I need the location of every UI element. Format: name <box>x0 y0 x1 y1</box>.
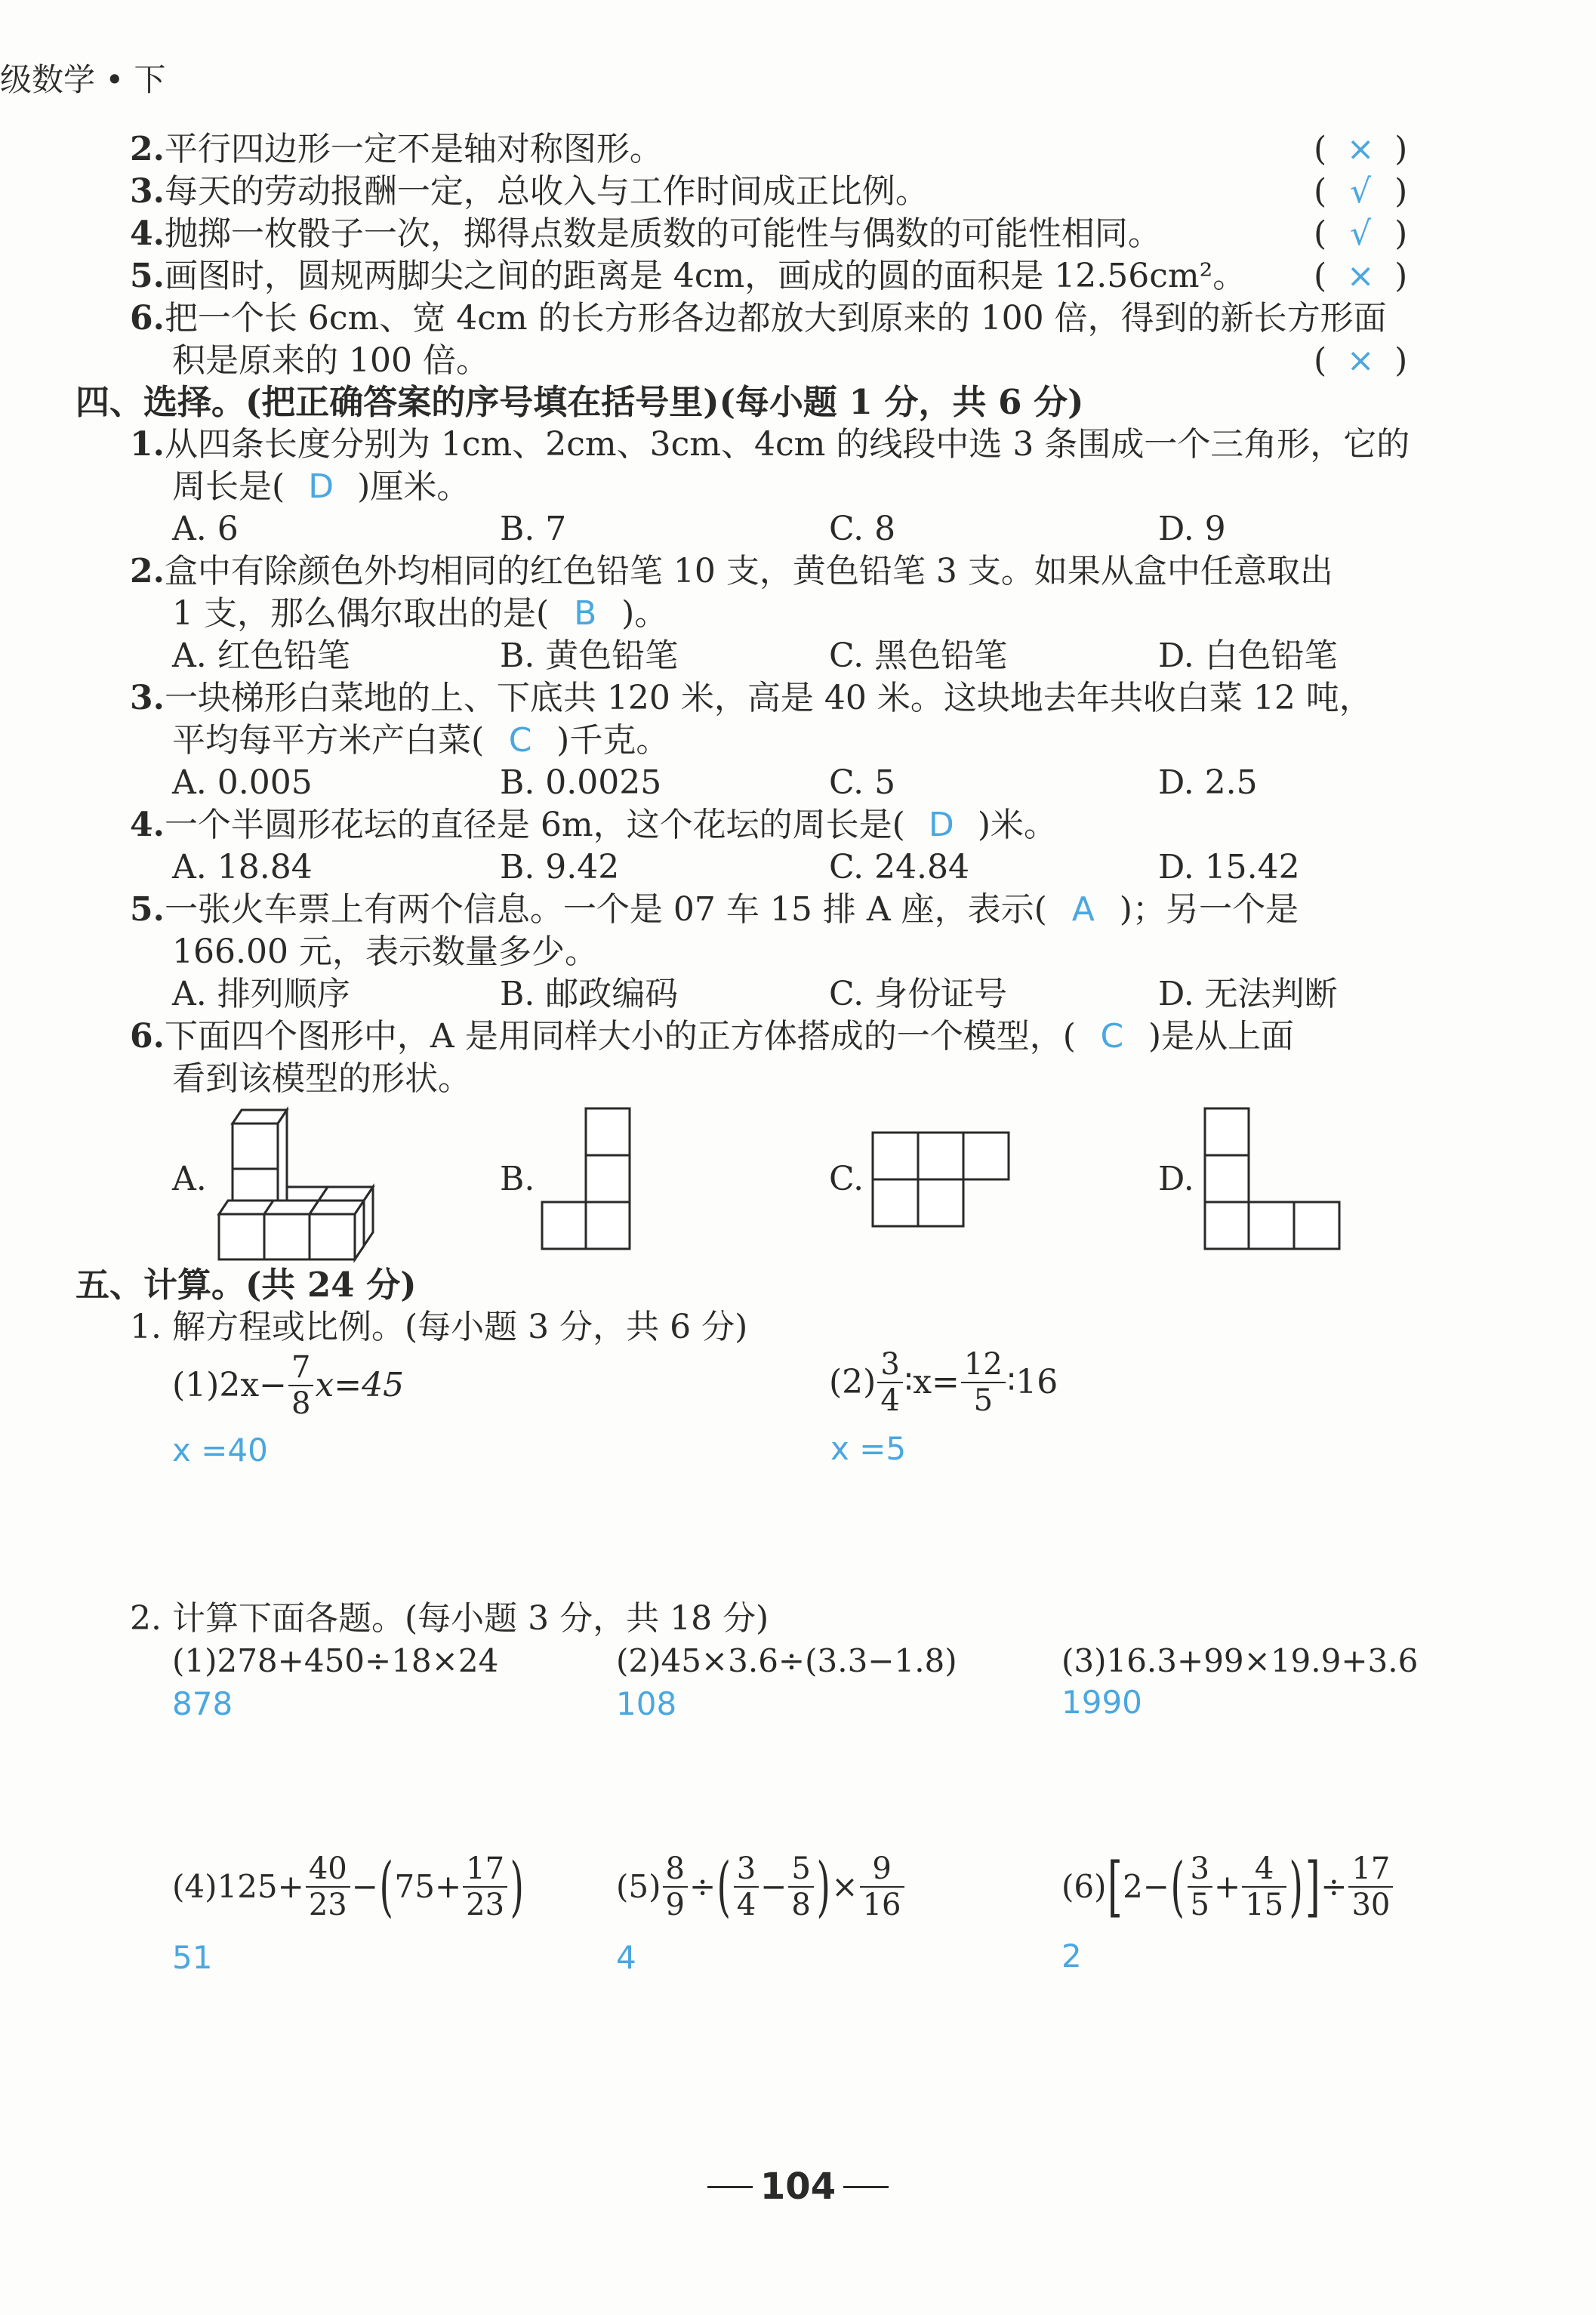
option-c: C. 8 <box>829 510 896 548</box>
judge-answer-5: ( × ) <box>1314 257 1408 295</box>
judge-item-5: 5.画图时，圆规两脚尖之间的距离是 4cm，画成的圆的面积是 12.56cm²。 <box>130 257 1246 295</box>
option-c: C. 黑色铅笔 <box>829 637 1008 675</box>
figure-a-cube-model <box>211 1102 393 1268</box>
equation-1: (1) 2x− $\frac{7}{8}$ x=45 <box>172 1350 405 1421</box>
calc-expr-2: (2)45×3.6÷(3.3−1.8) <box>616 1642 957 1679</box>
running-title: 级数学 • 下 <box>0 61 166 98</box>
option-a: A. 红色铅笔 <box>172 637 350 675</box>
option-c: C. 5 <box>829 763 896 802</box>
option-c: C. 身份证号 <box>829 975 1008 1013</box>
equation-1-answer: x =40 <box>172 1432 268 1469</box>
option-d: D. 白色铅笔 <box>1158 637 1338 675</box>
option-d: D. 无法判断 <box>1158 975 1338 1013</box>
figure-c-grid <box>870 1130 1016 1231</box>
calc-expr-4: (4)125+ $\frac{40}{23}$ − ( 75+ $\frac{17}{23}$ ) <box>172 1849 525 1925</box>
footer-rule-right <box>843 2186 889 2188</box>
calc-answer-5: 4 <box>616 1939 636 1976</box>
equation-2-answer: x =5 <box>830 1430 907 1467</box>
calc-answer-2: 108 <box>616 1685 677 1722</box>
figure-a-label: A. <box>172 1160 207 1198</box>
choice-answer: D <box>928 806 954 844</box>
option-b: B. 0.0025 <box>500 763 662 802</box>
judge-item-2: 2.平行四边形一定不是轴对称图形。 <box>130 130 663 168</box>
judge-item-4: 4.抛掷一枚骰子一次，掷得点数是质数的可能性与偶数的可能性相同。 <box>130 214 1161 253</box>
choice-answer: A <box>1071 890 1095 929</box>
calc-part2-heading: 2. 计算下面各题。(每小题 3 分，共 18 分) <box>130 1599 769 1638</box>
judge-answer-2: ( × ) <box>1314 130 1408 168</box>
option-d: D. 2.5 <box>1158 763 1258 802</box>
choice-answer: B <box>574 594 597 633</box>
option-c: C. 24.84 <box>829 848 970 886</box>
calc-expr-1: (1)278+450÷18×24 <box>172 1642 499 1679</box>
option-b: B. 黄色铅笔 <box>500 637 679 675</box>
calc-answer-4: 51 <box>172 1939 213 1976</box>
judge-item-6-line2: 积是原来的 100 倍。 <box>172 341 489 380</box>
option-a: A. 排列顺序 <box>172 975 350 1013</box>
figure-d-label: D. <box>1158 1160 1194 1198</box>
option-a: A. 18.84 <box>172 848 313 886</box>
calc-part1-heading: 1. 解方程或比例。(每小题 3 分，共 6 分) <box>130 1308 748 1346</box>
section-calc-title: 五、计算。(共 24 分) <box>75 1265 417 1305</box>
option-b: B. 7 <box>500 510 567 548</box>
judge-answer-3: ( √ ) <box>1314 172 1408 211</box>
option-b: B. 9.42 <box>500 848 620 886</box>
judge-answer-6: ( × ) <box>1314 341 1408 380</box>
choice-answer: C <box>508 721 532 760</box>
option-a: A. 0.005 <box>172 763 313 802</box>
calc-expr-5: (5) $\frac{8}{9}$ ÷ ( $\frac{3}{4}$ − $\frac{5}{8}$ ) × $\frac{9}{16}$ <box>616 1851 906 1922</box>
option-d: D. 15.42 <box>1158 848 1300 886</box>
judge-answer-4: ( √ ) <box>1314 214 1408 253</box>
judge-item-6: 6.把一个长 6cm、宽 4cm 的长方形各边都放大到原来的 100 倍，得到的新长方形面 <box>130 299 1387 338</box>
calc-answer-6: 2 <box>1061 1937 1082 1974</box>
section-choice-title: 四、选择。(把正确答案的序号填在括号里)(每小题 1 分，共 6 分) <box>75 382 1084 422</box>
equation-2: (2) $\frac{3}{4}$ ∶x= $\frac{12}{5}$ ∶16 <box>829 1347 1058 1418</box>
choice-answer: C <box>1100 1017 1124 1056</box>
option-b: B. 邮政编码 <box>500 975 679 1013</box>
calc-expr-6: (6) [ 2− ( $\frac{3}{5}$ + $\frac{4}{15}$ ) ] ÷ $\frac{17}{30}$ <box>1061 1851 1394 1922</box>
figure-c-label: C. <box>829 1160 864 1198</box>
calc-answer-3: 1990 <box>1061 1684 1142 1721</box>
footer-rule-left <box>707 2186 753 2188</box>
figure-d-grid <box>1202 1105 1350 1253</box>
calc-expr-3: (3)16.3+99×19.9+3.6 <box>1061 1642 1419 1679</box>
calc-answer-1: 878 <box>172 1685 233 1722</box>
figure-b-grid <box>539 1105 637 1253</box>
page-number: 104 <box>759 2165 837 2208</box>
choice-answer: D <box>308 467 334 506</box>
page-number-footer <box>685 2165 911 2208</box>
figure-b-label: B. <box>500 1160 535 1198</box>
option-a: A. 6 <box>172 510 239 548</box>
judge-item-3: 3.每天的劳动报酬一定，总收入与工作时间成正比例。 <box>130 172 929 211</box>
option-d: D. 9 <box>1158 510 1226 548</box>
